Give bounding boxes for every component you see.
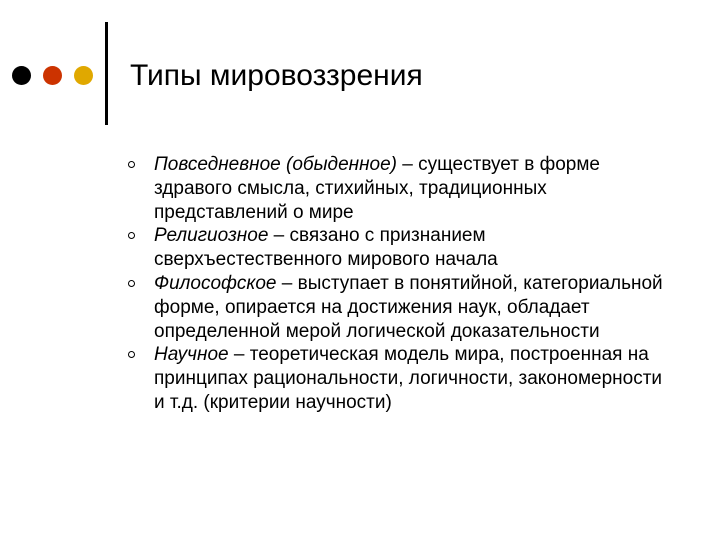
bullet-circle-icon [128, 232, 135, 239]
bullet-text: теоретическая модель мира, построенная на принципах рациональности, логичности, закономерности и т.д. (критерии научности) [154, 344, 663, 413]
bullet-separator: – [397, 154, 419, 175]
slide-title: Типы мировоззрения [130, 59, 423, 92]
bullet-item [128, 343, 668, 414]
bullet-separator: – [276, 272, 298, 294]
bullet-text: выступает в понятийной, категориальной форме, опирается на достижения наук, обладает определенной мерой логической доказательности [154, 272, 663, 342]
bullet-term: Научное [154, 344, 229, 366]
red-dot-icon [43, 66, 62, 85]
bullet-item [128, 224, 668, 272]
bullet-item [128, 153, 668, 224]
decorative-dots [12, 66, 94, 86]
yellow-dot-icon [74, 66, 93, 85]
bullet-item [128, 272, 668, 343]
bullet-term: Повседневное (обыденное) [154, 154, 398, 175]
bullet-circle-icon [128, 351, 135, 358]
bullet-circle-icon [128, 161, 135, 168]
bullet-term: Религиозное [154, 225, 269, 247]
bullet-term: Философское [154, 272, 277, 294]
title-divider [105, 22, 108, 125]
bullet-circle-icon [128, 280, 135, 287]
bullet-list [128, 153, 668, 415]
bullet-text: существует в форме здравого смысла, стихийных, традиционных представлений о мире [154, 154, 600, 223]
black-dot-icon [12, 66, 31, 85]
bullet-separator: – [228, 344, 250, 366]
bullet-text: связано с признанием сверхъестественного мирового начала [154, 225, 498, 271]
bullet-separator: – [268, 225, 290, 247]
